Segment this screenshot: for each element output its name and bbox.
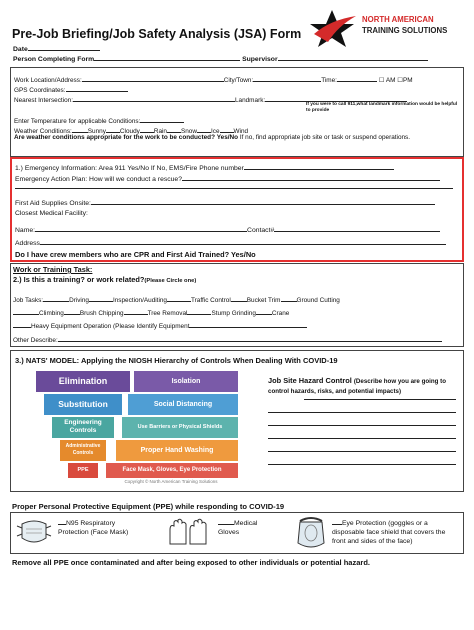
action-face-mask: Face Mask, Gloves, Eye Protection [106, 463, 238, 478]
remove-ppe-note: Remove all PPE once contaminated and after being exposed to other individuals or potential hazard. [12, 558, 370, 567]
other-row [13, 333, 442, 344]
emergency-row [15, 161, 394, 172]
task-field-tree[interactable] [124, 306, 148, 315]
other-describe-field[interactable] [58, 333, 442, 342]
intersection-field[interactable] [73, 93, 235, 102]
city-label: City/Town: [223, 77, 254, 84]
person-row [13, 52, 428, 63]
weather-question: Are weather conditions appropriate for the work to be conducted? [14, 134, 215, 141]
address-label: Address [15, 240, 40, 247]
star-logo-icon [310, 8, 358, 48]
first-aid-row [15, 196, 435, 207]
weather-field-rain[interactable] [140, 124, 154, 133]
weather-field-sunny[interactable] [72, 124, 88, 133]
level-engineering: Engineering Controls [52, 417, 114, 438]
task-field-stump[interactable] [187, 306, 211, 315]
level-ppe: PPE [68, 463, 98, 478]
task-climbing: Climbing [39, 310, 64, 317]
weather-option-rain: Rain [153, 128, 167, 135]
intersection-label: Nearest Intersection: [14, 97, 73, 104]
heavy-equipment-field[interactable] [189, 319, 307, 328]
task-field-bucket[interactable] [231, 293, 247, 302]
task-field-ground[interactable] [281, 293, 297, 302]
hazard-line-5[interactable] [268, 451, 456, 452]
task-stump-grinding: Stump Grinding [211, 310, 256, 317]
task-field-driving[interactable] [43, 293, 69, 302]
medical-facility-row [15, 210, 88, 217]
heavy-equipment-label: Heavy Equipment Operation (Please Identify Equipment [31, 323, 190, 330]
task-brush-chipping: Brush Chipping [79, 310, 124, 317]
medical-facility-label: Closest Medical Facility: [15, 210, 88, 217]
logo-line-1: NORTH AMERICAN [362, 15, 434, 24]
action-barriers: Use Barriers or Physical Shields [122, 417, 238, 438]
emergency-info-label: 1.) Emergency Information: Area 911 Yes/No If No, EMS/Fire Phone number [15, 165, 244, 172]
weather-label: Weather Conditions: [14, 128, 72, 135]
date-label: Date [13, 46, 28, 53]
n95-text: N95 Respiratory Protection (Face Mask) [58, 520, 129, 536]
time-field[interactable] [337, 73, 377, 82]
task-field-inspection[interactable] [89, 293, 113, 302]
weather-option-sunny: Sunny [87, 128, 106, 135]
level-administrative: Administrative Controls [60, 440, 106, 461]
pm-checkbox[interactable]: ☐PM [397, 77, 413, 84]
copyright-text: Copyright © North American Training Solutions [124, 479, 218, 484]
work-location-field[interactable] [82, 73, 224, 82]
hazard-line-6[interactable] [268, 464, 456, 465]
task-inspection: Inspection/Auditing [112, 297, 167, 304]
hazard-control-title: Job Site Hazard Control [268, 376, 352, 385]
n95-label [58, 516, 142, 537]
eye-protection-label [332, 516, 460, 546]
action-plan-field[interactable] [182, 172, 440, 181]
task-field-brush[interactable] [64, 306, 80, 315]
work-task-heading: Work or Training Task: [13, 265, 93, 274]
supervisor-field[interactable] [278, 52, 428, 61]
logo-line-2: TRAINING SOLUTIONS [362, 26, 448, 35]
date-field[interactable] [28, 42, 100, 51]
form-title: Pre-Job Briefing/Job Safety Analysis (JSA) Form [12, 27, 302, 41]
gloves-icon [166, 518, 212, 548]
hazard-control-desc: (Describe how you are going to control hazards, risks, and potential impacts) [268, 378, 446, 395]
action-hand-washing: Proper Hand Washing [116, 440, 238, 461]
work-location-label: Work Location/Address: [14, 77, 82, 84]
gloves-check[interactable] [218, 516, 234, 525]
training-question-row [13, 275, 196, 284]
hierarchy-of-controls-diagram [36, 371, 260, 486]
gps-field[interactable] [66, 83, 128, 92]
task-field-climbing[interactable] [13, 306, 39, 315]
other-describe-label: Other Describe: [13, 337, 58, 344]
hazard-control-section [268, 376, 456, 465]
hazard-line-1[interactable] [304, 398, 456, 400]
gloves-label [218, 516, 278, 537]
heavy-equipment-row [13, 319, 307, 330]
contact-label: Contact# [247, 227, 275, 234]
action-isolation: Isolation [134, 371, 238, 392]
tasks-row-2 [13, 306, 289, 317]
nats-heading: 3.) NATS' MODEL: Applying the NIOSH Hierarchy of Controls When Dealing With COVID-19 [15, 356, 338, 365]
level-substitution: Substitution [44, 394, 122, 415]
weather-option-ice: Ice [210, 128, 220, 135]
action-plan-row [15, 172, 440, 183]
eye-protection-check[interactable] [332, 516, 342, 525]
weather-field-ice[interactable] [197, 124, 211, 133]
call-note: If you were to call 911,what landmark information would be helpful to provide [306, 102, 458, 113]
task-field-crane[interactable] [256, 306, 272, 315]
contact-field[interactable] [274, 223, 440, 232]
logo [306, 8, 466, 48]
address-field[interactable] [40, 236, 446, 245]
first-aid-label: First Aid Supplies Onsite: [15, 200, 91, 207]
weather-question-row [14, 134, 410, 141]
level-elimination: Elimination [36, 371, 130, 392]
weather-option-wind: Wind [233, 128, 249, 135]
landmark-field[interactable] [265, 93, 407, 102]
hazard-line-4[interactable] [268, 438, 456, 439]
person-completing-field[interactable] [94, 52, 240, 61]
n95-mask-icon [16, 520, 52, 546]
gps-label: GPS Coordinates: [14, 87, 66, 94]
hazard-line-3[interactable] [268, 425, 456, 426]
weather-option-snow: Snow [180, 128, 197, 135]
weather-yes-no[interactable]: Yes/No [216, 134, 239, 141]
action-plan-label: Emergency Action Plan: How will we conduct a rescue? [15, 176, 182, 183]
if-no-text: If no, find appropriate job site or task or suspend operations. [239, 134, 411, 141]
task-field-traffic[interactable] [167, 293, 191, 302]
training-question: 2.) Is this a training? or work related? [13, 275, 145, 284]
name-label: Name: [15, 227, 36, 234]
phone-number-field[interactable] [244, 161, 394, 170]
crew-row [15, 250, 256, 259]
city-field[interactable] [253, 73, 321, 82]
task-ground-cutting: Ground Cutting [296, 297, 340, 304]
task-driving: Driving [69, 297, 89, 304]
landmark-label: Landmark: [234, 97, 266, 104]
address-row [15, 236, 446, 247]
weather-field-wind[interactable] [220, 124, 234, 133]
circle-one-note: (Please Circle one) [144, 278, 197, 284]
weather-field-cloudy[interactable] [106, 124, 120, 133]
time-label: Time: [321, 77, 337, 84]
face-shield-icon [296, 515, 326, 551]
hazard-line-2[interactable] [268, 412, 456, 413]
task-traffic-control: Traffic Control [190, 297, 231, 304]
heavy-equipment-check[interactable] [13, 319, 31, 328]
action-plan-line-2[interactable] [15, 188, 453, 189]
name-contact-row [15, 223, 440, 234]
gloves-text: Medical Gloves [218, 520, 258, 536]
action-social-distancing: Social Distancing [128, 394, 238, 415]
eye-protection-text: Eye Protection (goggles or a disposable face shield that covers the front and sides of the face) [332, 520, 446, 545]
job-tasks-label: Job Tasks: [13, 297, 44, 304]
task-crane: Crane [271, 310, 290, 317]
first-aid-field[interactable] [91, 196, 435, 205]
temperature-label: Enter Temperature for applicable Conditions: [14, 118, 141, 125]
crew-question: Do I have crew members who are CPR and First Aid Trained? Yes/No [15, 250, 256, 259]
person-completing-label: Person Completing Form [13, 56, 95, 63]
weather-field-snow[interactable] [167, 124, 181, 133]
temperature-field[interactable] [140, 114, 184, 123]
tasks-row-1 [13, 293, 340, 304]
name-field[interactable] [35, 223, 247, 232]
am-checkbox[interactable]: ☐ AM [378, 77, 396, 84]
ppe-heading: Proper Personal Protective Equipment (PPE) while responding to COVID-19 [12, 502, 285, 511]
task-tree-removal: Tree Removal [147, 310, 188, 317]
n95-check[interactable] [58, 516, 66, 525]
weather-option-cloudy: Cloudy [119, 128, 140, 135]
supervisor-label: Supervisor [242, 56, 278, 63]
task-bucket-trim: Bucket Trim [246, 297, 281, 304]
